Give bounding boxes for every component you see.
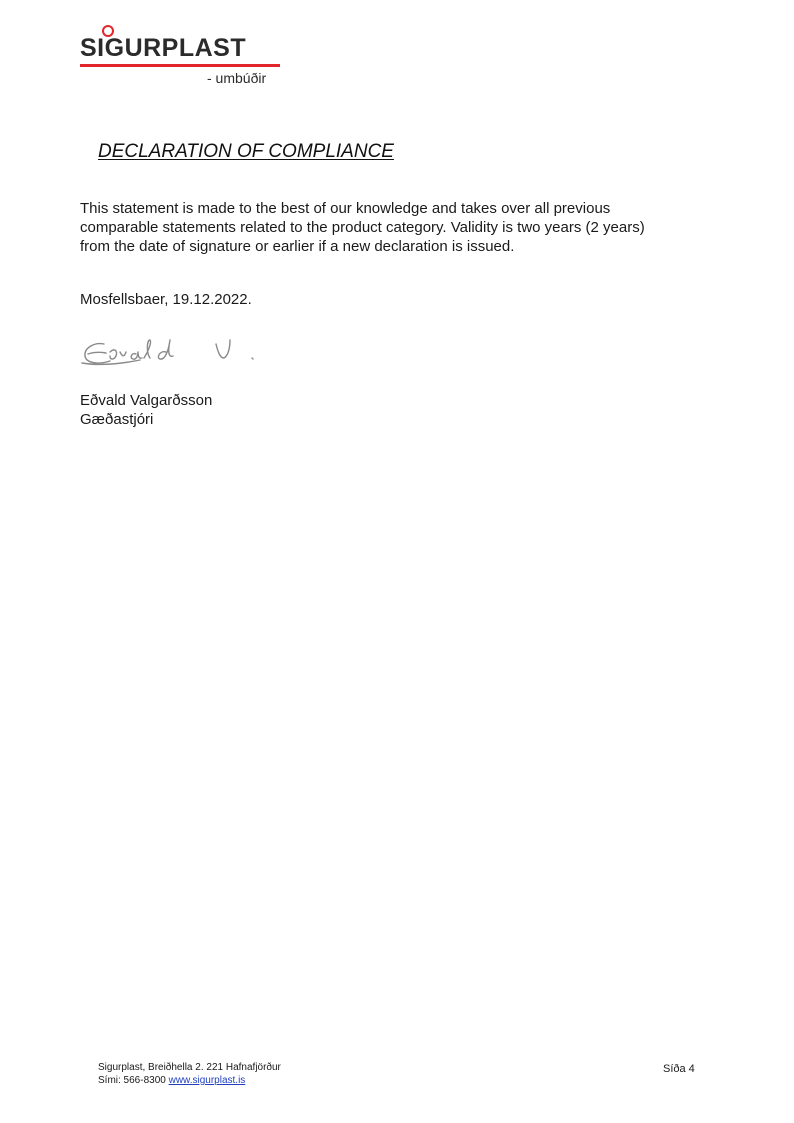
footer-contact — [98, 1074, 281, 1087]
footer-address: Sigurplast, Breiðhella 2. 221 Hafnafjörður — [98, 1062, 281, 1073]
statement-line: comparable statements related to the product category. Validity is two years (2 years) — [80, 219, 645, 236]
statement-paragraph — [80, 199, 700, 256]
footer-phone: Sími: 566-8300 — [98, 1075, 166, 1086]
company-logo — [80, 22, 290, 84]
signer-role: Gæðastjóri — [80, 411, 154, 428]
signer-name: Eðvald Valgarðsson — [80, 392, 213, 409]
page-footer — [98, 1061, 281, 1087]
statement-line: from the date of signature or earlier if a new declaration is issued. — [80, 238, 515, 255]
document-title: DECLARATION OF COMPLIANCE — [98, 141, 394, 162]
handwritten-signature — [80, 330, 270, 372]
logo-tagline: - umbúðir — [207, 70, 267, 86]
page-number: Síða 4 — [663, 1063, 695, 1075]
footer-website-link[interactable]: www.sigurplast.is — [168, 1075, 246, 1086]
place-and-date: Mosfellsbaer, 19.12.2022. — [80, 291, 252, 308]
logo-wordmark: SIGURPLAST — [80, 34, 247, 62]
statement-line: This statement is made to the best of our knowledge and takes over all previous — [80, 200, 611, 217]
logo-underline — [80, 64, 280, 67]
